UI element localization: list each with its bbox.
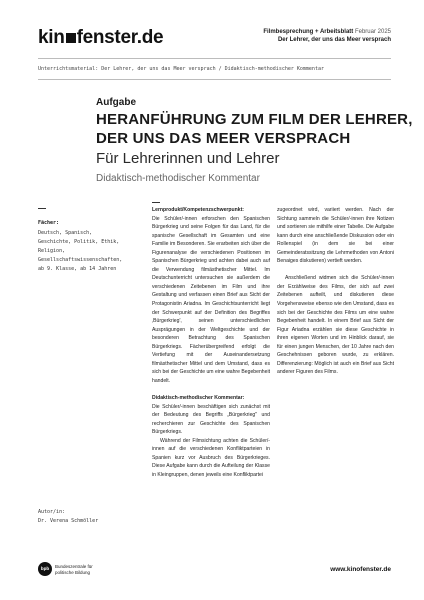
page-title-line1: HERANFÜHRUNG ZUM FILM DER LEHRER, <box>96 111 413 128</box>
section-heading-commentary: Didaktisch-methodischer Kommentar: <box>152 394 245 401</box>
subjects-text: Deutsch, Spanisch, Geschichte, Politik, Ethik, Religion, Gesellschaftswissenschaften, ab 9. Klasse, ab 14 Jahren <box>38 230 123 272</box>
logo-text-start: kin <box>38 27 65 48</box>
breadcrumb-divider <box>38 79 391 80</box>
author-label: Autor/in: <box>38 509 66 515</box>
doc-type: Filmbesprechung + Arbeitsblatt <box>263 29 354 35</box>
breadcrumb: Unterrichtsmaterial: Der Lehrer, der uns das Meer versprach / Didaktisch-methodischer Kommentar <box>38 66 324 72</box>
section-subtitle: Didaktisch-methodischer Kommentar <box>96 173 260 184</box>
subjects-label: Fächer: <box>38 220 60 226</box>
paragraph-screening: Während der Filmsichtung achten die Schüler/-innen auf die verschiedenen Konfliktparteien in Spanien kurz vor Ausbruch des Bürgerkrieges. Diese Aufgabe kann durch die Aufteilung der Klasse in Kleingruppen, denen jeweils eine Konfliktpartei <box>152 437 270 478</box>
bpb-logo-text: bpb <box>40 566 50 571</box>
section-heading-competence: Lernprodukt/Kompetenzschwerpunkt: <box>152 207 244 213</box>
footer-org-line2: politische Bildung <box>55 570 91 575</box>
paragraph-commentary-intro: Die Schüler/-innen beschäftigen sich zunächst mit der Bedeutung des Begriffs „Bürgerkrieg" und recherchieren zur Geschichte des Spanischen Bürgerkriegs. <box>152 403 270 436</box>
logo-text-end: fenster.de <box>76 27 164 48</box>
kinofenster-logo[interactable] <box>38 27 163 49</box>
doc-date: Februar 2025 <box>354 29 391 35</box>
paragraph-screening-continued: zugeordnet wird, variiert werden. Nach der Sichtung sammeln die Schüler/-innen ihre Notizen und sortieren sie mithilfe einer Tabelle. Die Aufgabe kann durch eine anschließende Diskussion oder ein Rollenspiel (in dem sie bei einer Gemeinderatssitzung die Lehrmethoden von Antoni Benaiges diskutieren) vertieft werden. <box>277 207 394 265</box>
body-column-2 <box>277 206 394 377</box>
paragraph-competence: Die Schüler/-innen erforschen den Spanischen Bürgerkrieg und seine Folgen für das Land, für die spanische Gesellschaft im Gesamten und eine Familie im Besonderen. Sie erarbeiten sich über die Figurenanalyse die verschiedenen Positionen im Spanischen Bürgerkrieg und achten dabei auch auf die Verwendung filmästhetischer Mittel. Im Deutschunterricht untersuchen sie außerdem die verschiedenen Zeitebenen im Film und ihre Gestaltung und verfassen einen Brief aus Sicht der Protagonistin Ariadna. Im Geschichtsunterricht liegt der Schwerpunkt auf der Definition des Begriffes ‚Bürgerkrieg', seinen unterschiedlichen Ausprägungen in der Weltgeschichte und der besonderen Betrachtung des Spanischen Bürgerkriegs. Fächerübergreifend erfolgt die Vertiefung mit der Auseinandersetzung filmästhetischer Mittel und dem Umstand, dass es sich bei der Geschichte um eine wahre Begebenheit handelt. <box>152 215 270 384</box>
author-name: Dr. Verena Schmöller <box>38 518 99 524</box>
bpb-logo-icon <box>38 562 52 576</box>
body-column-1 <box>152 206 270 479</box>
column-dash <box>152 202 160 203</box>
paragraph-narration: Anschließend widmen sich die Schüler/-innen der Erzählweise des Films, der sich auf zwei Zeitebenen aufteilt, und diskutieren diese Vorgehensweise ebenso wie den Umstand, dass es sich bei der Geschichte des Films um eine wahre Begebenheit handelt. In einem Brief aus Sicht der Figur Ariadna erzählen sie diese Geschichte in ihren eigenen Worten und im Hinblick darauf, sie für einen jungen Menschen, der 10 Jahre nach den Geschehnissen geboren wurde, zu erklären. Differenzierung: Möglich ist auch ein Brief aus Sicht anderer Figuren des Films. <box>277 275 394 376</box>
sidebar-dash <box>38 208 46 209</box>
header-info <box>263 28 391 44</box>
audience-heading: Für Lehrerinnen und Lehrer <box>96 150 280 167</box>
footer-org-line1: Bundeszentrale für <box>55 564 93 569</box>
page-title-line2: DER UNS DAS MEER VERSPRACH <box>96 130 351 147</box>
footer-url-link[interactable]: www.kinofenster.de <box>330 566 391 573</box>
task-label: Aufgabe <box>96 97 136 108</box>
logo-square-icon <box>66 33 76 43</box>
header-divider <box>38 58 391 59</box>
film-title: Der Lehrer, der uns das Meer versprach <box>277 37 391 43</box>
